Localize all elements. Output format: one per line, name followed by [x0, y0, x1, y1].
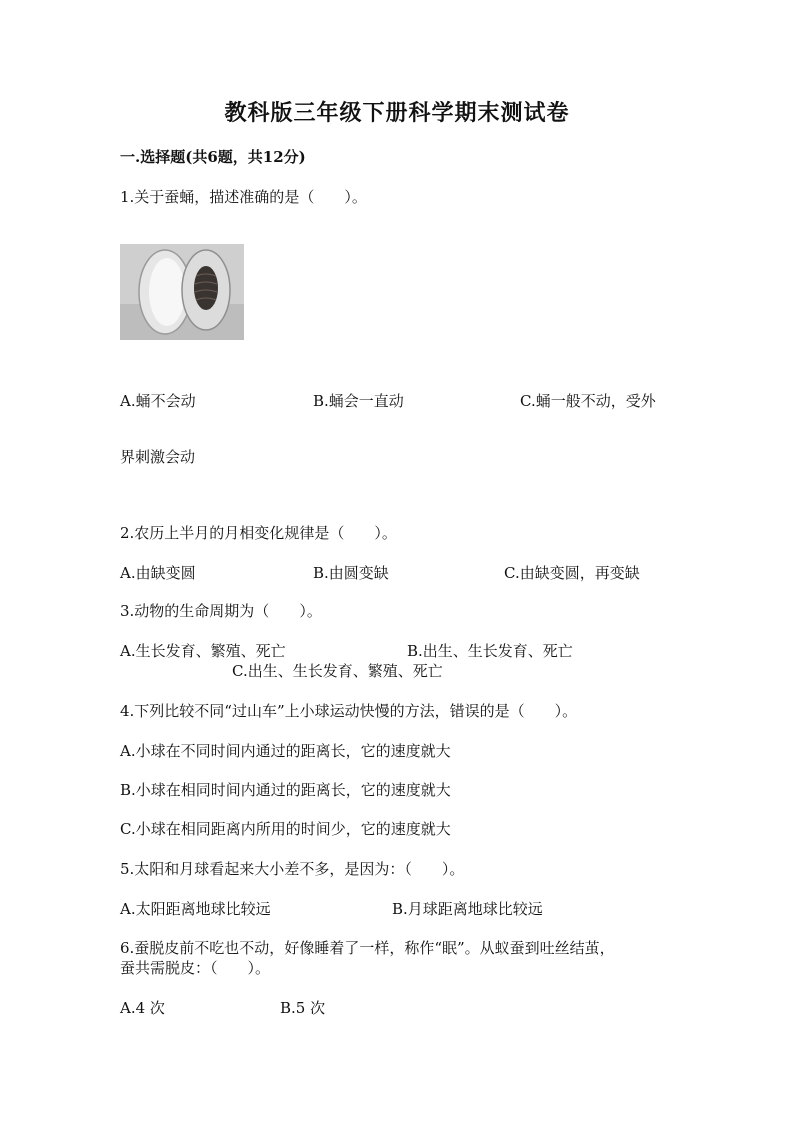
question-4-stem: 4.下列比较不同“过山车”上小球运动快慢的方法，错误的是（ ）。	[120, 702, 578, 720]
q5-option-a[interactable]: A.太阳距离地球比较远	[120, 900, 271, 918]
question-6-stem-line-1: 6.蚕脱皮前不吃也不动，好像睡着了一样，称作“眠”。从蚁蚕到吐丝结茧，	[120, 939, 615, 957]
q6-option-a[interactable]: A.4 次	[120, 999, 165, 1017]
q1-option-c[interactable]: C.蛹一般不动，受外	[520, 392, 656, 410]
q3-option-b[interactable]: B.出生、生长发育、死亡	[407, 642, 573, 660]
q4-option-a[interactable]: A.小球在不同时间内通过的距离长，它的速度就大	[120, 742, 451, 760]
q3-option-c[interactable]: C.出生、生长发育、繁殖、死亡	[232, 662, 443, 680]
q6-option-b[interactable]: B.5 次	[280, 999, 326, 1017]
section-heading: 一.选择题(共6题，共12分)	[120, 148, 306, 166]
q1-option-c-continued: 界刺激会动	[120, 448, 196, 466]
question-2-stem: 2.农历上半月的月相变化规律是（ ）。	[120, 524, 397, 542]
q4-option-c[interactable]: C.小球在相同距离内所用的时间少，它的速度就大	[120, 820, 451, 838]
q2-option-a[interactable]: A.由缺变圆	[120, 564, 196, 582]
q1-option-a[interactable]: A.蛹不会动	[120, 392, 196, 410]
page-title: 教科版三年级下册科学期末测试卷	[224, 100, 570, 126]
question-6-stem-line-2: 蚕共需脱皮：（ ）。	[120, 959, 271, 977]
cocoon-image	[120, 244, 244, 340]
q4-option-b[interactable]: B.小球在相同时间内通过的距离长，它的速度就大	[120, 781, 451, 799]
question-1-stem: 1.关于蚕蛹，描述准确的是（ ）。	[120, 188, 367, 206]
q3-option-a[interactable]: A.生长发育、繁殖、死亡	[120, 642, 286, 660]
question-3-stem: 3.动物的生命周期为（ ）。	[120, 602, 322, 620]
q5-option-b[interactable]: B.月球距离地球比较远	[392, 900, 543, 918]
silkworm-pupa-photo	[120, 244, 244, 340]
question-5-stem: 5.太阳和月球看起来大小差不多，是因为：（ ）。	[120, 860, 465, 878]
q2-option-c[interactable]: C.由缺变圆，再变缺	[504, 564, 640, 582]
q1-option-b[interactable]: B.蛹会一直动	[313, 392, 404, 410]
q2-option-b[interactable]: B.由圆变缺	[313, 564, 389, 582]
